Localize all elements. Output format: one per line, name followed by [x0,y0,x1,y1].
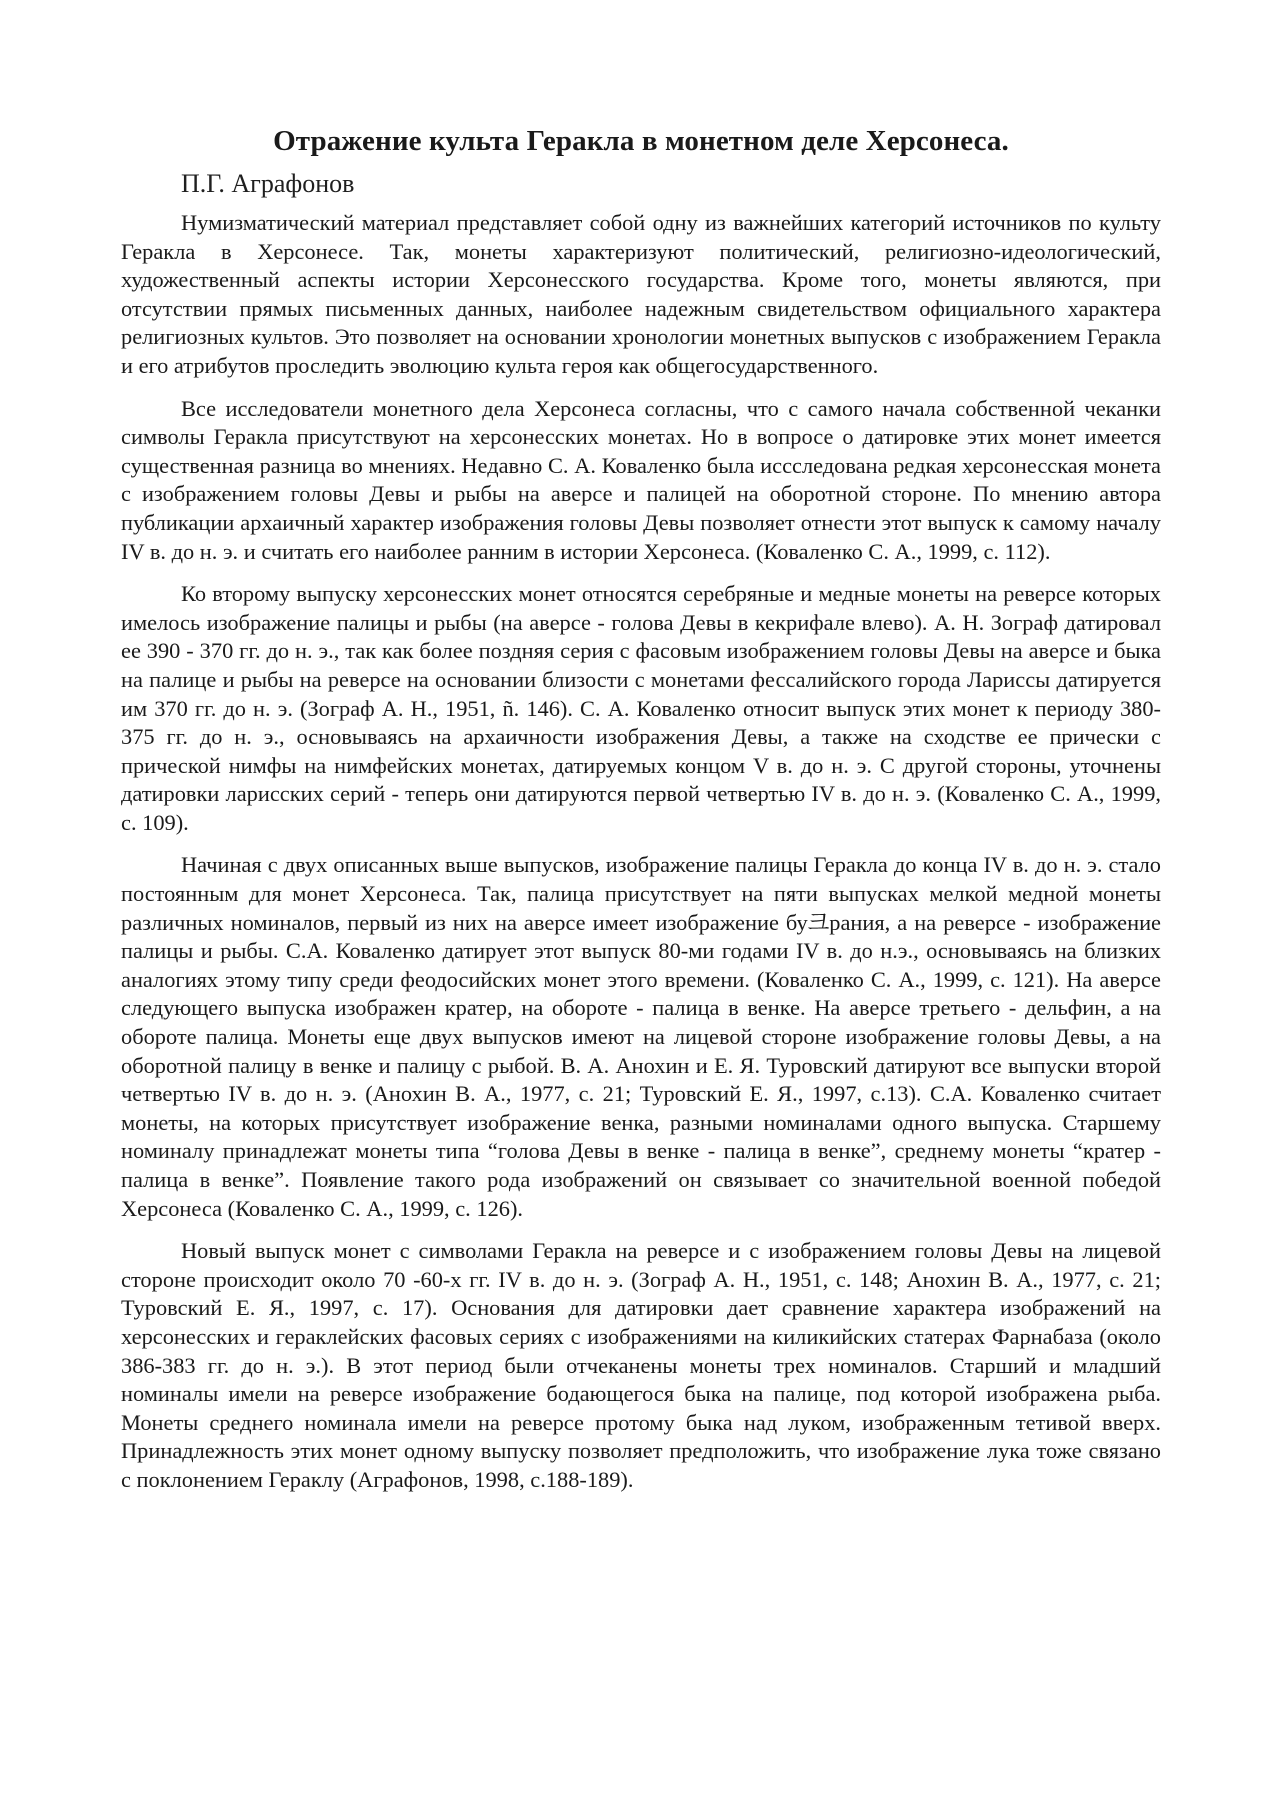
paragraph-3: Ко второму выпуску херсонесских монет относятся серебряные и медные монеты на реверсе которых имелось изображение палицы и рыбы (на аверсе - голова Девы в кекрифале влево). А. Н. Зограф датировал ее 390 - 370 гг. до н. э., так как более поздняя серия с фасовым изображением головы Девы на аверсе и быка на палице и рыбы на реверсе на основании близости с монетами фессалийского города Лариссы датируется им 370 гг. до н. э. (Зограф А. Н., 1951, ñ. 146). С. А. Коваленко относит выпуск этих монет к периоду 380-375 гг. до н. э., основываясь на архаичности изображения Девы, а также на сходстве ее прически с прической нимфы на нимфейских монетах, датируемых концом V в. до н. э. С другой стороны, уточнены датировки ларисских серий - теперь они датируются первой четвертью IV в. до н. э. (Коваленко С. А., 1999, с. 109). [121,581,1161,835]
paragraph-2: Все исследователи монетного дела Херсонеса согласны, что с самого начала собственной чеканки символы Геракла присутствуют на херсонесских монетах. Но в вопросе о датировке этих монет имеется существенная разница во мнениях. Недавно С. А. Коваленко была иссследована редкая херсонесская монета с изображением головы Девы и рыбы на аверсе и палицей на оборотной стороне. По мнению автора публикации архаичный характер изображения головы Девы позволяет отнести этот выпуск к самому началу IV в. до н. э. и считать его наиболее ранним в истории Херсонеса. (Коваленко С. А., 1999, с. 112). [121,395,1161,564]
paragraph-1: Нумизматический материал представляет собой одну из важнейших категорий источников по культу Геракла в Херсонесе. Так, монеты характеризуют политический, религиозно-идеологический, художественный аспекты истории Херсонесского государства. Кроме того, монеты являются, при отсутствии прямых письменных данных, наиболее надежным свидетельством официального характера религиозных культов. Это позволяет на основании хронологии монетных выпусков с изображением Геракла и его атрибутов проследить эволюцию культа героя как общегосударственного. [121,210,1161,378]
document-title: Отражение культа Геракла в монетном деле Херсонеса. [273,125,1009,157]
author-name: П.Г. Аграфонов [181,169,355,198]
paragraph-4: Начиная с двух описанных выше выпусков, изображение палицы Геракла до конца IV в. до н. э. стало постоянным для монет Херсонеса. Так, палица присутствует на пяти выпусках мелкой медной монеты различных номиналов, первый из них на аверсе имеет изображение бу크рания, а на реверсе - изображение палицы и рыбы. С.А. Коваленко датирует этот выпуск 80-ми годами IV в. до н.э., основываясь на близких аналогиях этому типу среди феодосийских монет этого времени. (Коваленко С. А., 1999, с. 121). На аверсе следующего выпуска изображен кратер, на обороте - палица в венке. На аверсе третьего - дельфин, а на обороте палица. Монеты еще двух выпусков имеют на лицевой стороне изображение головы Девы, а на оборотной палицу в венке и палицу с рыбой. В. А. Анохин и Е. Я. Туровский датируют все выпуски второй четвертью IV в. до н. э. (Анохин В. А., 1977, с. 21; Туровский Е. Я., 1997, с.13). С.А. Коваленко считает монеты, на которых присутствует изображение венка, разными номиналами одного выпуска. Старшему номиналу принадлежат монеты типа “голова Девы в венке - палица в венке”, среднему монеты “кратер - палица в венке”. Появление такого рода изображений он связывает со значительной военной победой Херсонеса (Коваленко С. А., 1999, с. 126). [121,852,1161,1221]
paragraph-5: Новый выпуск монет с символами Геракла на реверсе и с изображением головы Девы на лицевой стороне происходит около 70 -60-х гг. IV в. до н. э. (Зограф А. Н., 1951, с. 148; Анохин В. А., 1977, с. 21; Туровский Е. Я., 1997, с. 17). Основания для датировки дает сравнение характера изображений на херсонесских и гераклейских фасовых сериях с изображениями на киликийских статерах Фарнабаза (около 386-383 гг. до н. э.). В этот период были отчеканены монеты трех номиналов. Старший и младший номиналы имели на реверсе изображение бодающегося быка на палице, под которой изображена рыба. Монеты среднего номинала имели на реверсе протому быка над луком, изображенным тетивой вверх. Принадлежность этих монет одному выпуску позволяет предположить, что изображение лука тоже связано с поклонением Гераклу (Аграфонов, 1998, с.188-189). [121,1238,1161,1492]
document-body [121,121,1161,1509]
